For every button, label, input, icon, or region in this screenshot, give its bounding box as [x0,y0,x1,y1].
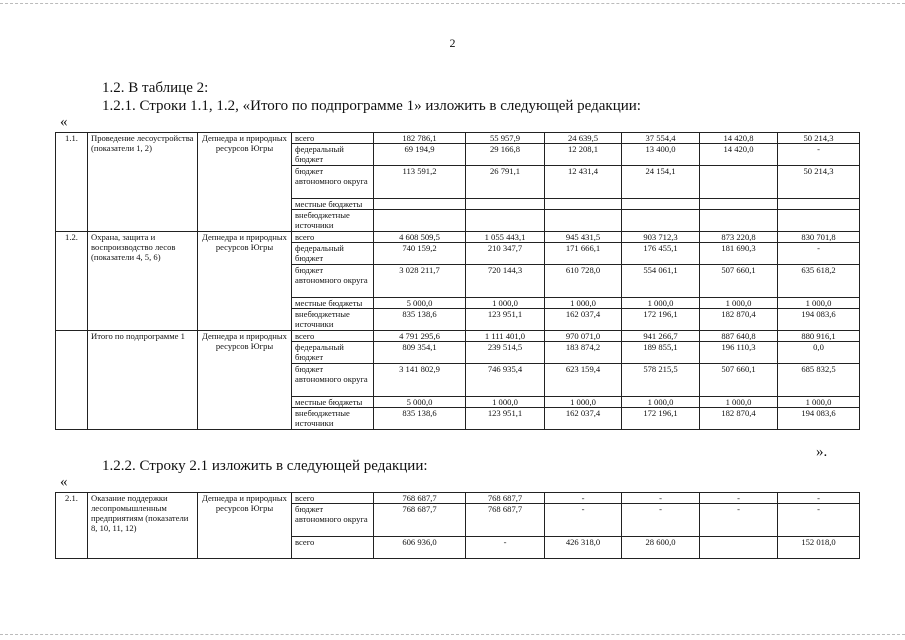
amount-cell: - [778,493,860,504]
amount-cell: 152 018,0 [778,537,860,559]
amount-cell: 14 420,8 [700,133,778,144]
executor: Депнедра и природных ресурсов Югры [198,232,292,331]
amount-cell: - [700,504,778,537]
table-main [55,132,860,430]
quote-close: ». [816,444,828,460]
funding-source: внебюджетные источники [292,210,374,232]
funding-source: всего [292,133,374,144]
amount-cell: 835 138,6 [374,408,466,430]
amount-cell: - [778,243,860,265]
amount-cell: 740 159,2 [374,243,466,265]
amount-cell: 1 111 401,0 [466,331,545,342]
amount-cell: 426 318,0 [545,537,622,559]
amount-cell: 578 215,5 [622,364,700,397]
amount-cell: 746 935,4 [466,364,545,397]
amount-cell: 12 431,4 [545,166,622,199]
page-number: 2 [449,36,456,50]
amount-cell [700,199,778,210]
amount-cell: 162 037,4 [545,309,622,331]
row-number: 2.1. [56,493,88,559]
amount-cell: 162 037,4 [545,408,622,430]
amount-cell: 507 660,1 [700,364,778,397]
executor: Депнедра и природных ресурсов Югры [198,133,292,232]
amount-cell: 182 786,1 [374,133,466,144]
amount-cell: 12 208,1 [545,144,622,166]
row-number: 1.1. [56,133,88,232]
amount-cell: 970 071,0 [545,331,622,342]
amount-cell [466,210,545,232]
amount-cell: 172 196,1 [622,408,700,430]
amount-cell [700,537,778,559]
amount-cell [778,210,860,232]
amount-cell: 182 870,4 [700,309,778,331]
amount-cell: 1 000,0 [700,397,778,408]
amount-cell: 181 690,3 [700,243,778,265]
amount-cell: 183 874,2 [545,342,622,364]
amount-cell: 172 196,1 [622,309,700,331]
funding-source: бюджет автономного округа [292,504,374,537]
funding-source: местные бюджеты [292,397,374,408]
amount-cell: 809 354,1 [374,342,466,364]
funding-source: всего [292,331,374,342]
amount-cell: 1 000,0 [778,298,860,309]
amount-cell: 3 141 802,9 [374,364,466,397]
measure-name: Итого по подпрограмме 1 [88,331,198,430]
amount-cell: - [778,504,860,537]
amount-cell: 606 936,0 [374,537,466,559]
quote-open: « [60,114,68,130]
executor: Депнедра и природных ресурсов Югры [198,493,292,559]
amount-cell [778,199,860,210]
measure-name: Проведение лесоустройства (показатели 1, 2) [88,133,198,232]
amount-cell: 685 832,5 [778,364,860,397]
amount-cell [622,199,700,210]
amount-cell: 50 214,3 [778,133,860,144]
table-row [56,133,860,144]
amount-cell: 768 687,7 [374,493,466,504]
amount-cell: 0,0 [778,342,860,364]
amount-cell: 887 640,8 [700,331,778,342]
funding-source: федеральный бюджет [292,144,374,166]
funding-source: бюджет автономного округа [292,364,374,397]
amount-cell: 5 000,0 [374,397,466,408]
quote-open: « [60,474,68,490]
funding-source: местные бюджеты [292,298,374,309]
amount-cell: 37 554,4 [622,133,700,144]
amount-cell: 1 055 443,1 [466,232,545,243]
funding-source: внебюджетные источники [292,408,374,430]
row-number [56,331,88,430]
funding-source: федеральный бюджет [292,342,374,364]
amount-cell: 29 166,8 [466,144,545,166]
amount-cell: - [700,493,778,504]
amount-cell [700,210,778,232]
amount-cell: 239 514,5 [466,342,545,364]
amount-cell: 610 728,0 [545,265,622,298]
amount-cell: 26 791,1 [466,166,545,199]
amount-cell: - [466,537,545,559]
amount-cell: 830 701,8 [778,232,860,243]
amount-cell: 880 916,1 [778,331,860,342]
amount-cell: 768 687,7 [466,504,545,537]
amount-cell: 1 000,0 [466,298,545,309]
amount-cell: - [622,504,700,537]
amount-cell: 945 431,5 [545,232,622,243]
amount-cell: 903 712,3 [622,232,700,243]
amount-cell: 768 687,7 [466,493,545,504]
amount-cell: 24 639,5 [545,133,622,144]
row-number: 1.2. [56,232,88,331]
amount-cell: - [622,493,700,504]
amount-cell [622,210,700,232]
amount-cell: 194 083,6 [778,309,860,331]
executor: Депнедра и природных ресурсов Югры [198,331,292,430]
amount-cell [545,199,622,210]
amount-cell: 14 420,0 [700,144,778,166]
section-heading: 1.2. В таблице 2: [102,80,209,96]
table-row [56,232,860,243]
amount-cell [374,199,466,210]
amount-cell: 835 138,6 [374,309,466,331]
amount-cell: 768 687,7 [374,504,466,537]
amount-cell: 507 660,1 [700,265,778,298]
amount-cell: - [545,504,622,537]
amount-cell: 189 855,1 [622,342,700,364]
amount-cell: 4 791 295,6 [374,331,466,342]
amount-cell: 5 000,0 [374,298,466,309]
measure-name: Охрана, защита и воспроизводство лесов (показатели 4, 5, 6) [88,232,198,331]
amount-cell [700,166,778,199]
measure-name: Оказание поддержки лесопромышленным предприятиям (показатели 8, 10, 11, 12) [88,493,198,559]
amount-cell: 123 951,1 [466,309,545,331]
amount-cell: 194 083,6 [778,408,860,430]
amount-cell: 113 591,2 [374,166,466,199]
funding-source: бюджет автономного округа [292,166,374,199]
funding-source: местные бюджеты [292,199,374,210]
amount-cell: 3 028 211,7 [374,265,466,298]
amount-cell [374,210,466,232]
amount-cell: 123 951,1 [466,408,545,430]
funding-source: внебюджетные источники [292,309,374,331]
amount-cell: 1 000,0 [545,397,622,408]
scan-top-edge [0,3,905,4]
funding-source: всего [292,493,374,504]
amount-cell: 554 061,1 [622,265,700,298]
amount-cell: 1 000,0 [622,298,700,309]
amount-cell: 55 957,9 [466,133,545,144]
amount-cell: 24 154,1 [622,166,700,199]
funding-source: всего [292,232,374,243]
amount-cell: 50 214,3 [778,166,860,199]
amount-cell: 4 608 509,5 [374,232,466,243]
amount-cell [545,210,622,232]
funding-source: всего [292,537,374,559]
amount-cell: 28 600,0 [622,537,700,559]
amount-cell: 873 220,8 [700,232,778,243]
amount-cell: - [778,144,860,166]
amount-cell: 69 194,9 [374,144,466,166]
amount-cell: 13 400,0 [622,144,700,166]
amount-cell: 1 000,0 [545,298,622,309]
amount-cell: 1 000,0 [778,397,860,408]
scan-bottom-edge [0,634,905,635]
amount-cell: 635 618,2 [778,265,860,298]
amount-cell: 176 455,1 [622,243,700,265]
funding-source: бюджет автономного округа [292,265,374,298]
amount-cell: 196 110,3 [700,342,778,364]
funding-source: федеральный бюджет [292,243,374,265]
table-row [56,493,860,504]
amount-cell: 210 347,7 [466,243,545,265]
amount-cell: - [545,493,622,504]
amount-cell [466,199,545,210]
amount-cell: 182 870,4 [700,408,778,430]
amount-cell: 171 666,1 [545,243,622,265]
amount-cell: 1 000,0 [622,397,700,408]
subsection-heading-1: 1.2.1. Строки 1.1, 1.2, «Итого по подпрограмме 1» изложить в следующей редакции: [102,98,641,114]
table-row [56,331,860,342]
amount-cell: 1 000,0 [466,397,545,408]
amount-cell: 720 144,3 [466,265,545,298]
table-row-2-1 [55,492,860,559]
amount-cell: 1 000,0 [700,298,778,309]
subsection-heading-2: 1.2.2. Строку 2.1 изложить в следующей редакции: [102,458,428,474]
amount-cell: 623 159,4 [545,364,622,397]
amount-cell: 941 266,7 [622,331,700,342]
